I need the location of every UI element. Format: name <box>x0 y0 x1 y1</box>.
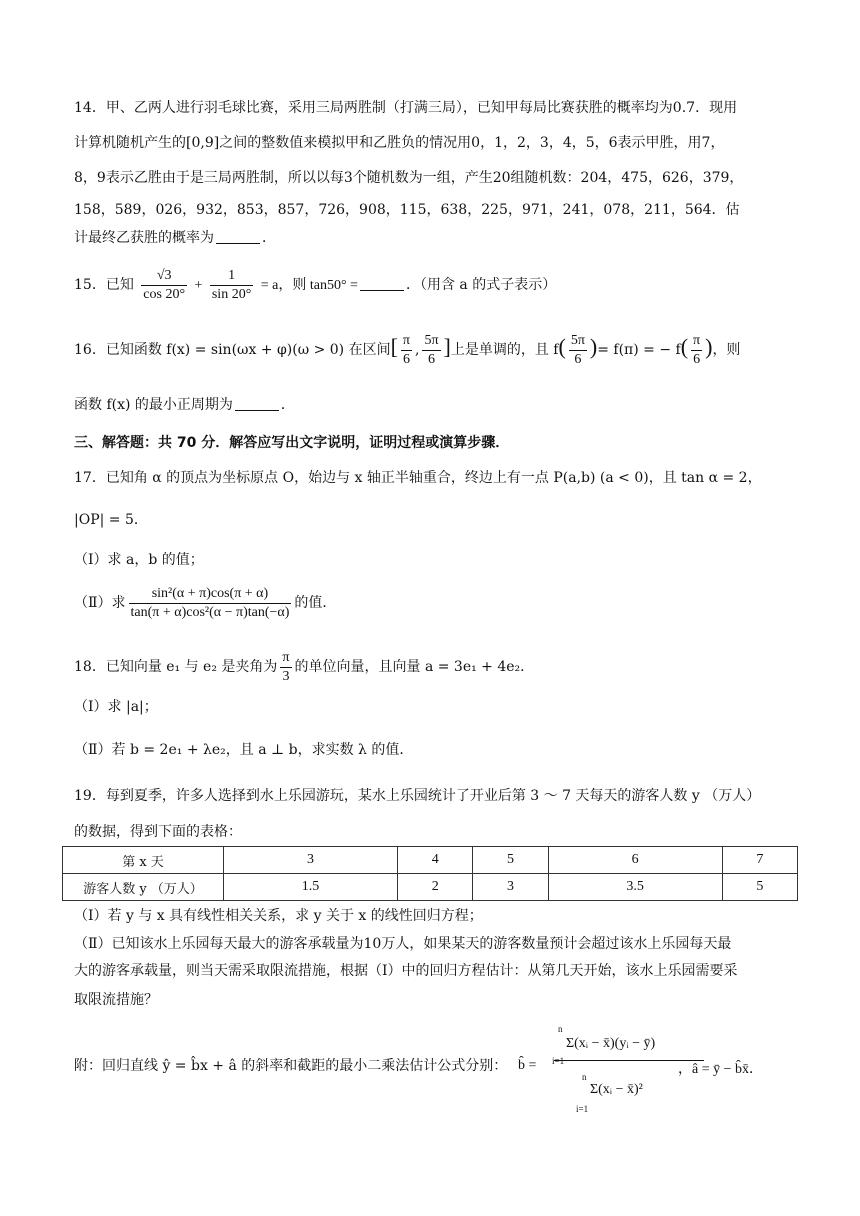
q16-line2-end: ． <box>280 397 295 413</box>
q16-end: ，则 <box>712 342 741 358</box>
q19-part-2-line-1: （Ⅱ）已知该水上乐园每天最大的游客承载量为10万人，如果某天的游客数量预计会超过该水上乐园每天最 <box>74 936 732 952</box>
f1-arg <box>569 332 587 369</box>
q18-text-b: 的单位向量，且向量 a = 3e₁ + 4e₂． <box>294 659 535 675</box>
paren-open: ( <box>680 334 689 359</box>
frac-den: sin 20° <box>211 286 252 302</box>
q19-appendix <box>74 1056 507 1076</box>
q19-part-2-line-2: 大的游客承载量，则当天需采取限流措施，根据（Ⅰ）中的回归方程估计：从第几天开始，该水上乐园需要采 <box>74 963 738 979</box>
frac-num: √3 <box>141 267 187 286</box>
frac-num: 5π <box>422 332 440 351</box>
table-cell: 6 <box>548 847 722 874</box>
q14-text: 计最终乙获胜的概率为 <box>74 230 214 246</box>
q16-mid2: = f(π) = − f <box>597 342 681 358</box>
frac-den: tan(π + α)cos²(α − π)tan(−α) <box>130 604 290 620</box>
q19-line-2: 的数据，得到下面的表格： <box>74 824 242 840</box>
frac-num: π <box>401 332 412 351</box>
plus-sign: + <box>194 278 203 293</box>
frac-den: 6 <box>693 351 701 367</box>
q18-part-1: （Ⅰ）求 |a|； <box>74 699 158 715</box>
q17-line-1: 17．已知角 α 的顶点为坐标原点 O，始边与 x 轴正半轴重合，终边上有一点 P(a,b) (a < 0)，且 tan α = 2， <box>74 470 762 486</box>
q19-line-1: 19．每到夏季，许多人选择到水上乐园游玩，某水上乐园统计了开业后第 3 ～ 7 天每天的游客人数 y （万人） <box>74 788 761 804</box>
sum-bottom: i=1 <box>552 1056 565 1066</box>
answer-blank <box>235 396 279 411</box>
answer-blank <box>360 276 404 291</box>
f2-arg <box>691 332 702 369</box>
frac-num: sin²(α + π)cos(π + α) <box>129 585 292 604</box>
q18-line-1 <box>74 645 534 689</box>
q15-fraction-1 <box>141 267 187 304</box>
table-cell: 5 <box>722 874 797 901</box>
frac-num: 1 <box>210 267 253 286</box>
q16-line-1: 16．已知函数 f(x) = sin(ωx + φ)(ω > 0) 在区间[ $\frac{\pi}{6}$ , $\frac{5\pi}{6}$ ]上是单调的，且 f( $\frac{5\pi}{6}$ )= f(π) = − f( $\frac{\pi}{6}$ )，则 <box>74 332 741 367</box>
answer-blank <box>216 229 260 244</box>
q19-part-1: （Ⅰ）若 y 与 x 具有线性相关关系，求 y 关于 x 的线性回归方程； <box>74 908 483 924</box>
q17-part2-prefix: （Ⅱ）求 <box>74 595 126 611</box>
q16-prefix: 16．已知函数 f(x) = sin(ωx + φ)(ω > 0) 在区间 <box>74 342 391 358</box>
q14-line-2: 计算机随机产生的[0,9]之间的整数值来模拟甲和乙胜负的情况用0，1，2，3，4，5，6表示甲胜，用7， <box>74 135 725 151</box>
frac-den: cos 20° <box>143 286 186 302</box>
frac-den: 6 <box>574 351 582 367</box>
paren-open: ( <box>558 334 566 359</box>
q15-fraction-2 <box>210 267 253 304</box>
q14-line-5 <box>74 228 276 248</box>
frac-num: π <box>691 332 702 351</box>
q17-part-1: （Ⅰ）求 a，b 的值； <box>74 552 204 568</box>
paren-close: ) <box>589 334 598 359</box>
q15-suffix: ．（用含 a 的式子表示） <box>405 277 557 293</box>
table-cell: 3 <box>473 874 548 901</box>
sum-top: n <box>558 1024 563 1034</box>
q17-line-2: |OP| = 5． <box>74 512 148 528</box>
interval-start <box>401 332 412 369</box>
q14-line-4: 158，589，026，932，853，857，726，908，115，638，225，971，241，078，211，564．估 <box>74 202 740 218</box>
bracket-open: [ <box>390 334 398 359</box>
table-cell: 1.5 <box>224 874 398 901</box>
table-cell: 2 <box>398 874 473 901</box>
sum-top: n <box>582 1072 587 1082</box>
frac-den: 6 <box>427 351 435 367</box>
b-denominator: Σ(xᵢ − x̄)² <box>590 1082 643 1097</box>
table-cell: 3 <box>224 847 398 874</box>
q15-prefix: 15．已知 <box>74 277 134 293</box>
frac-den: 3 <box>282 668 290 684</box>
table-header-day: 第 x 天 <box>63 847 224 874</box>
q18-text-a: 18．已知向量 e₁ 与 e₂ 是夹角为 <box>74 659 278 675</box>
frac-den: 6 <box>402 351 410 367</box>
q16-mid: 上是单调的，且 f <box>450 342 559 358</box>
frac-num: π <box>280 649 291 668</box>
q17-fraction <box>129 585 292 622</box>
table-cell: 3.5 <box>548 874 722 901</box>
table-cell: 4 <box>398 847 473 874</box>
q18-part-2: （Ⅱ）若 b = 2e₁ + λe₂，且 a ⊥ b，求实数 λ 的值． <box>74 742 414 758</box>
paren-close: ) <box>705 334 713 359</box>
q14-end: ． <box>262 230 276 246</box>
frac-num: 5π <box>569 332 587 351</box>
b-hat-label: b̂ = <box>518 1058 537 1073</box>
q19-part-2-line-3: 取限流措施？ <box>74 992 158 1008</box>
q15-eq: = a，则 tan50° = <box>260 278 358 293</box>
q14-line-1: 14．甲、乙两人进行羽毛球比赛，采用三局两胜制（打满三局），已知甲每局比赛获胜的概率均为0.7．现用 <box>74 100 738 116</box>
q15-line <box>74 265 556 306</box>
q16-line-2 <box>74 395 295 415</box>
bracket-close: ] <box>443 334 451 359</box>
q16-line2-text: 函数 f(x) 的最小正周期为 <box>74 397 233 413</box>
q17-part-2 <box>74 580 336 626</box>
table-cell: 7 <box>722 847 797 874</box>
table-header-visitors: 游客人数 y （万人） <box>63 874 224 901</box>
q17-part2-suffix: 的值． <box>294 595 337 611</box>
sum-bottom: i=1 <box>576 1104 589 1114</box>
appendix-prefix: 附：回归直线 ŷ = b̂x + â 的斜率和截距的最小二乘法估计公式分别： <box>74 1058 508 1074</box>
q14-line-3: 8，9表示乙胜由于是三局两胜制，所以以每3个随机数为一组，产生20组随机数：204，475，626，379， <box>74 170 744 186</box>
table-row <box>63 874 798 901</box>
table-cell: 5 <box>473 847 548 874</box>
b-numerator: Σ(xᵢ − x̄)(yᵢ − ȳ) <box>566 1036 656 1051</box>
a-hat-formula: ，â = ȳ − b̂x̄． <box>678 1062 764 1077</box>
interval-end <box>422 332 440 369</box>
section-heading: 三、解答题：共 70 分．解答应写出文字说明，证明过程或演算步骤． <box>74 435 510 451</box>
angle-fraction <box>280 649 291 686</box>
visitor-table <box>62 846 798 901</box>
table-row <box>63 847 798 874</box>
